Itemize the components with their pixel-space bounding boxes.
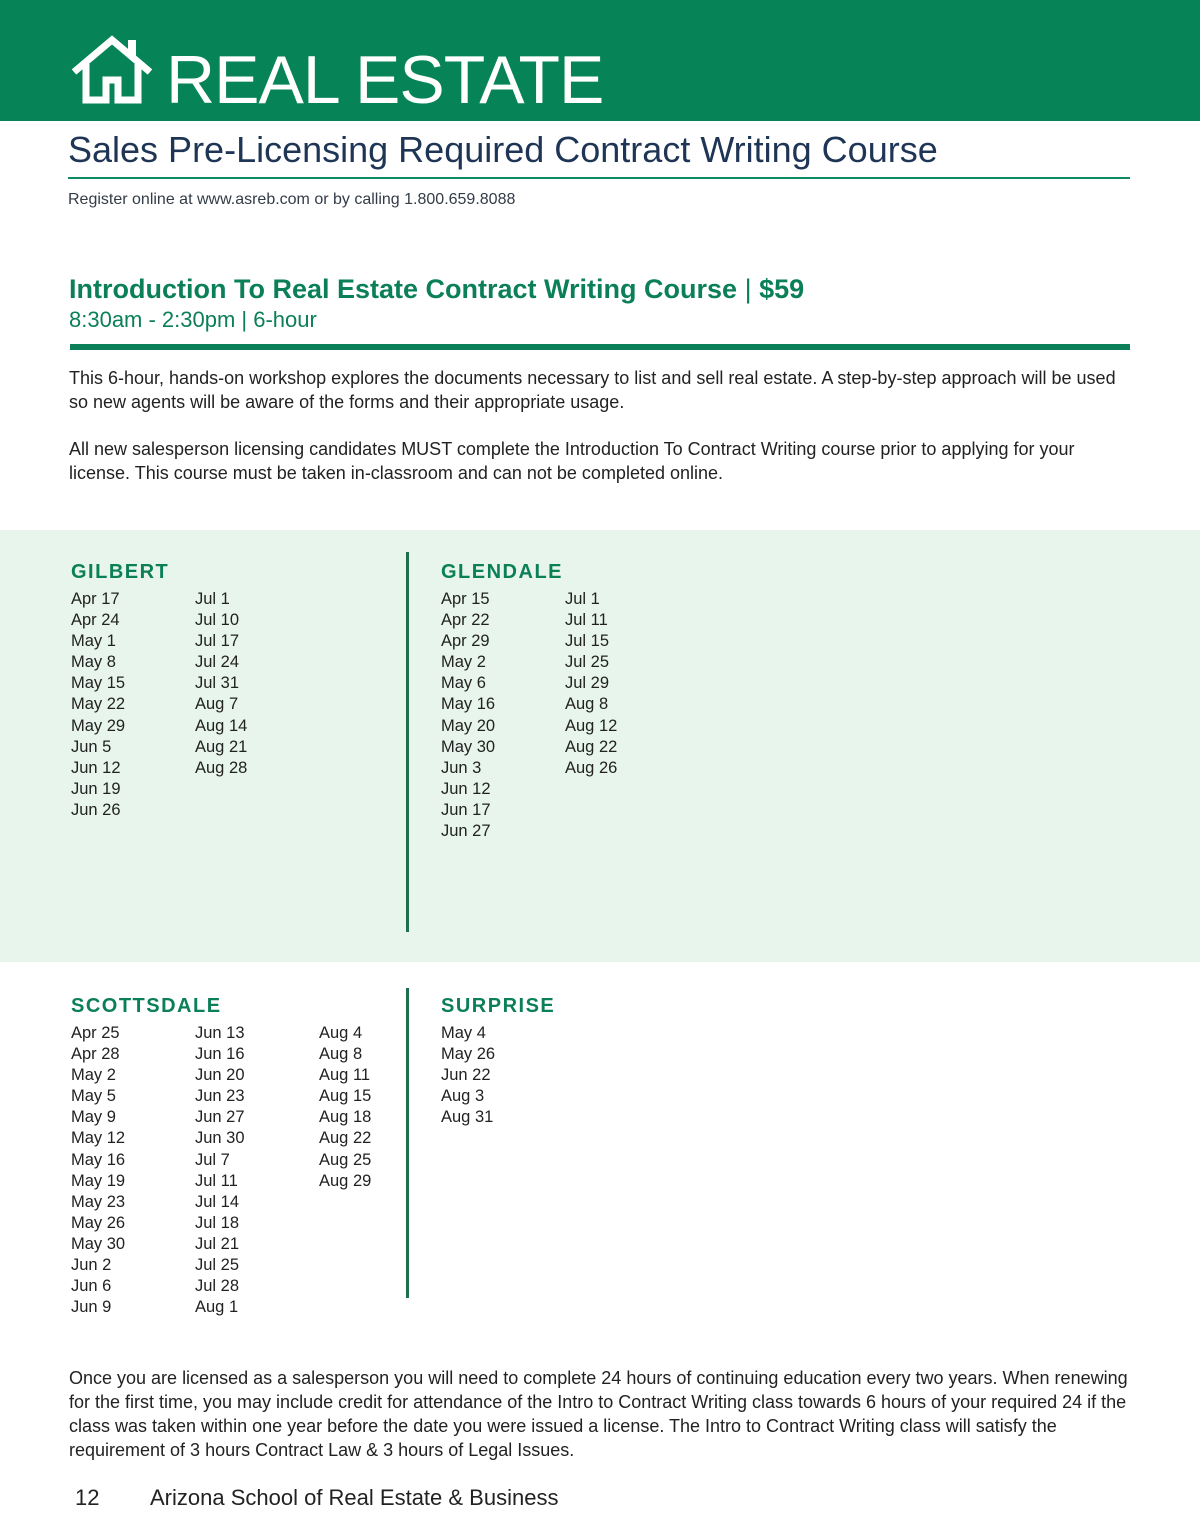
class-date: May 8	[71, 653, 116, 672]
registration-info: Register online at www.asreb.com or by calling 1.800.659.8088	[68, 191, 516, 208]
class-date: Jul 21	[195, 1234, 240, 1253]
class-date: Apr 28	[71, 1045, 120, 1064]
class-date: Aug 25	[319, 1150, 372, 1169]
date-column	[195, 589, 319, 821]
class-date: May 5	[71, 1087, 116, 1106]
class-date: Jun 5	[71, 737, 112, 756]
class-date: Jun 12	[441, 779, 491, 798]
class-date: Jun 3	[441, 758, 482, 777]
course-name: Introduction To Real Estate Contract Writing Course	[69, 274, 738, 304]
location-name: SCOTTSDALE	[71, 995, 222, 1017]
class-date: Jul 31	[195, 674, 240, 693]
class-date: Jul 28	[195, 1277, 240, 1296]
class-date: May 4	[441, 1024, 486, 1042]
class-date: Aug 12	[565, 716, 618, 735]
date-column	[565, 589, 689, 842]
class-date: May 9	[71, 1108, 116, 1127]
location-scottsdale	[71, 993, 443, 1318]
class-date: May 2	[71, 1066, 116, 1085]
class-date: Jun 26	[71, 800, 121, 819]
class-date: Jun 12	[71, 758, 121, 777]
class-date: Aug 15	[319, 1087, 372, 1106]
class-date: Aug 11	[319, 1066, 371, 1085]
class-date: May 2	[441, 653, 486, 672]
class-date: Aug 28	[195, 758, 248, 777]
location-name: GILBERT	[71, 561, 170, 583]
house-icon	[70, 34, 154, 106]
class-date: Aug 7	[195, 695, 239, 714]
class-date: May 26	[71, 1213, 126, 1232]
class-date: Jun 19	[71, 779, 121, 798]
class-date: Apr 25	[71, 1024, 120, 1042]
class-date: Jul 29	[565, 674, 610, 693]
class-date: Apr 17	[71, 590, 120, 608]
requirement-paragraph: All new salesperson licensing candidates MUST complete the Introduction To Contract Writing course prior to applying for your license. This course must be taken in-classroom and can not be completed online.	[69, 439, 1075, 483]
date-column	[441, 589, 565, 842]
date-columns	[441, 1023, 565, 1128]
class-date: Aug 22	[565, 737, 618, 756]
school-name: Arizona School of Real Estate & Business	[150, 1485, 559, 1510]
class-date: Jul 1	[195, 590, 230, 608]
date-column	[71, 1023, 195, 1318]
class-date: Jun 9	[71, 1298, 112, 1317]
date-column	[71, 589, 195, 821]
location-gilbert	[71, 559, 319, 821]
class-date: Jun 27	[441, 822, 491, 841]
class-date: Aug 3	[441, 1087, 485, 1106]
class-date: May 16	[441, 695, 496, 714]
class-date: Jul 25	[195, 1256, 240, 1275]
class-date: Aug 18	[319, 1108, 372, 1127]
class-date: May 16	[71, 1150, 126, 1169]
date-column	[319, 1023, 443, 1318]
date-columns	[71, 589, 319, 821]
class-date: May 30	[71, 1234, 126, 1253]
location-surprise	[441, 993, 565, 1128]
class-date: Aug 26	[565, 758, 618, 777]
class-date: Jun 16	[195, 1045, 245, 1064]
class-date: Apr 22	[441, 611, 490, 630]
class-date: Aug 21	[195, 737, 248, 756]
course-title	[69, 272, 804, 306]
class-date: Jun 30	[195, 1129, 245, 1148]
continuing-education-paragraph: Once you are licensed as a salesperson you will need to complete 24 hours of continuing education every two years. When renewing for the first time, you may include credit for attendance of the Intro to Contract Writing class towards 6 hours of your required 24 if the class was taken within one year before the date you were issued a license. The Intro to Contract Writing class will satisfy the requirement of 3 hours Contract Law & 3 hours of Legal Issues.	[69, 1368, 1128, 1460]
class-date: May 19	[71, 1171, 126, 1190]
divider	[68, 177, 1130, 179]
class-date: Jun 13	[195, 1024, 245, 1042]
class-date: May 23	[71, 1192, 126, 1211]
class-date: May 22	[71, 695, 126, 714]
page-subtitle: Sales Pre-Licensing Required Contract Writing Course	[68, 129, 938, 170]
class-date: Jul 1	[565, 590, 600, 608]
column-divider	[406, 552, 409, 932]
class-date: Jul 25	[565, 653, 610, 672]
course-time: 8:30am - 2:30pm | 6-hour	[69, 307, 317, 332]
class-date: Aug 14	[195, 716, 248, 735]
section-divider	[70, 344, 1130, 350]
class-date: Jul 15	[565, 632, 610, 651]
title-separator: |	[744, 274, 752, 304]
date-columns	[441, 589, 689, 842]
class-date: Aug 8	[565, 695, 609, 714]
class-date: Jun 23	[195, 1087, 245, 1106]
class-date: May 12	[71, 1129, 126, 1148]
class-date: Jul 18	[195, 1213, 240, 1232]
class-date: Jun 2	[71, 1256, 112, 1275]
class-date: May 29	[71, 716, 126, 735]
class-date: Jul 11	[195, 1171, 238, 1190]
class-date: Aug 8	[319, 1045, 363, 1064]
banner-title: REAL ESTATE	[166, 42, 604, 118]
class-date: Aug 31	[441, 1108, 494, 1127]
header-banner	[0, 0, 1200, 121]
class-date: May 26	[441, 1045, 496, 1064]
class-date: Aug 29	[319, 1171, 372, 1190]
class-date: May 20	[441, 716, 496, 735]
class-date: Jul 11	[565, 611, 608, 630]
class-date: Jul 14	[195, 1192, 240, 1211]
class-date: May 6	[441, 674, 486, 693]
class-date: Aug 22	[319, 1129, 372, 1148]
course-price: $59	[759, 274, 805, 304]
class-date: Apr 29	[441, 632, 490, 651]
location-name: SURPRISE	[441, 995, 556, 1017]
class-date: Apr 15	[441, 590, 490, 608]
page-number: 12	[75, 1485, 100, 1510]
description-paragraph: This 6-hour, hands-on workshop explores the documents necessary to list and sell real estate. A step-by-step approach will be used so new agents will be aware of the forms and their appropriate usage.	[69, 368, 1116, 412]
location-glendale	[441, 559, 689, 842]
class-date: Apr 24	[71, 611, 120, 630]
class-date: Jun 17	[441, 800, 491, 819]
class-date: Aug 4	[319, 1024, 363, 1042]
class-date: Jun 22	[441, 1066, 491, 1085]
class-date: Aug 1	[195, 1298, 239, 1317]
class-date: Jul 10	[195, 611, 240, 630]
class-date: May 30	[441, 737, 496, 756]
class-date: Jun 20	[195, 1066, 245, 1085]
date-column	[195, 1023, 319, 1318]
class-date: May 1	[71, 632, 116, 651]
date-columns	[71, 1023, 443, 1318]
location-name: GLENDALE	[441, 561, 563, 583]
date-column	[441, 1023, 565, 1128]
class-date: Jun 6	[71, 1277, 112, 1296]
class-date: May 15	[71, 674, 126, 693]
class-date: Jul 7	[195, 1150, 230, 1169]
class-date: Jul 17	[195, 632, 240, 651]
class-date: Jun 27	[195, 1108, 245, 1127]
class-date: Jul 24	[195, 653, 240, 672]
